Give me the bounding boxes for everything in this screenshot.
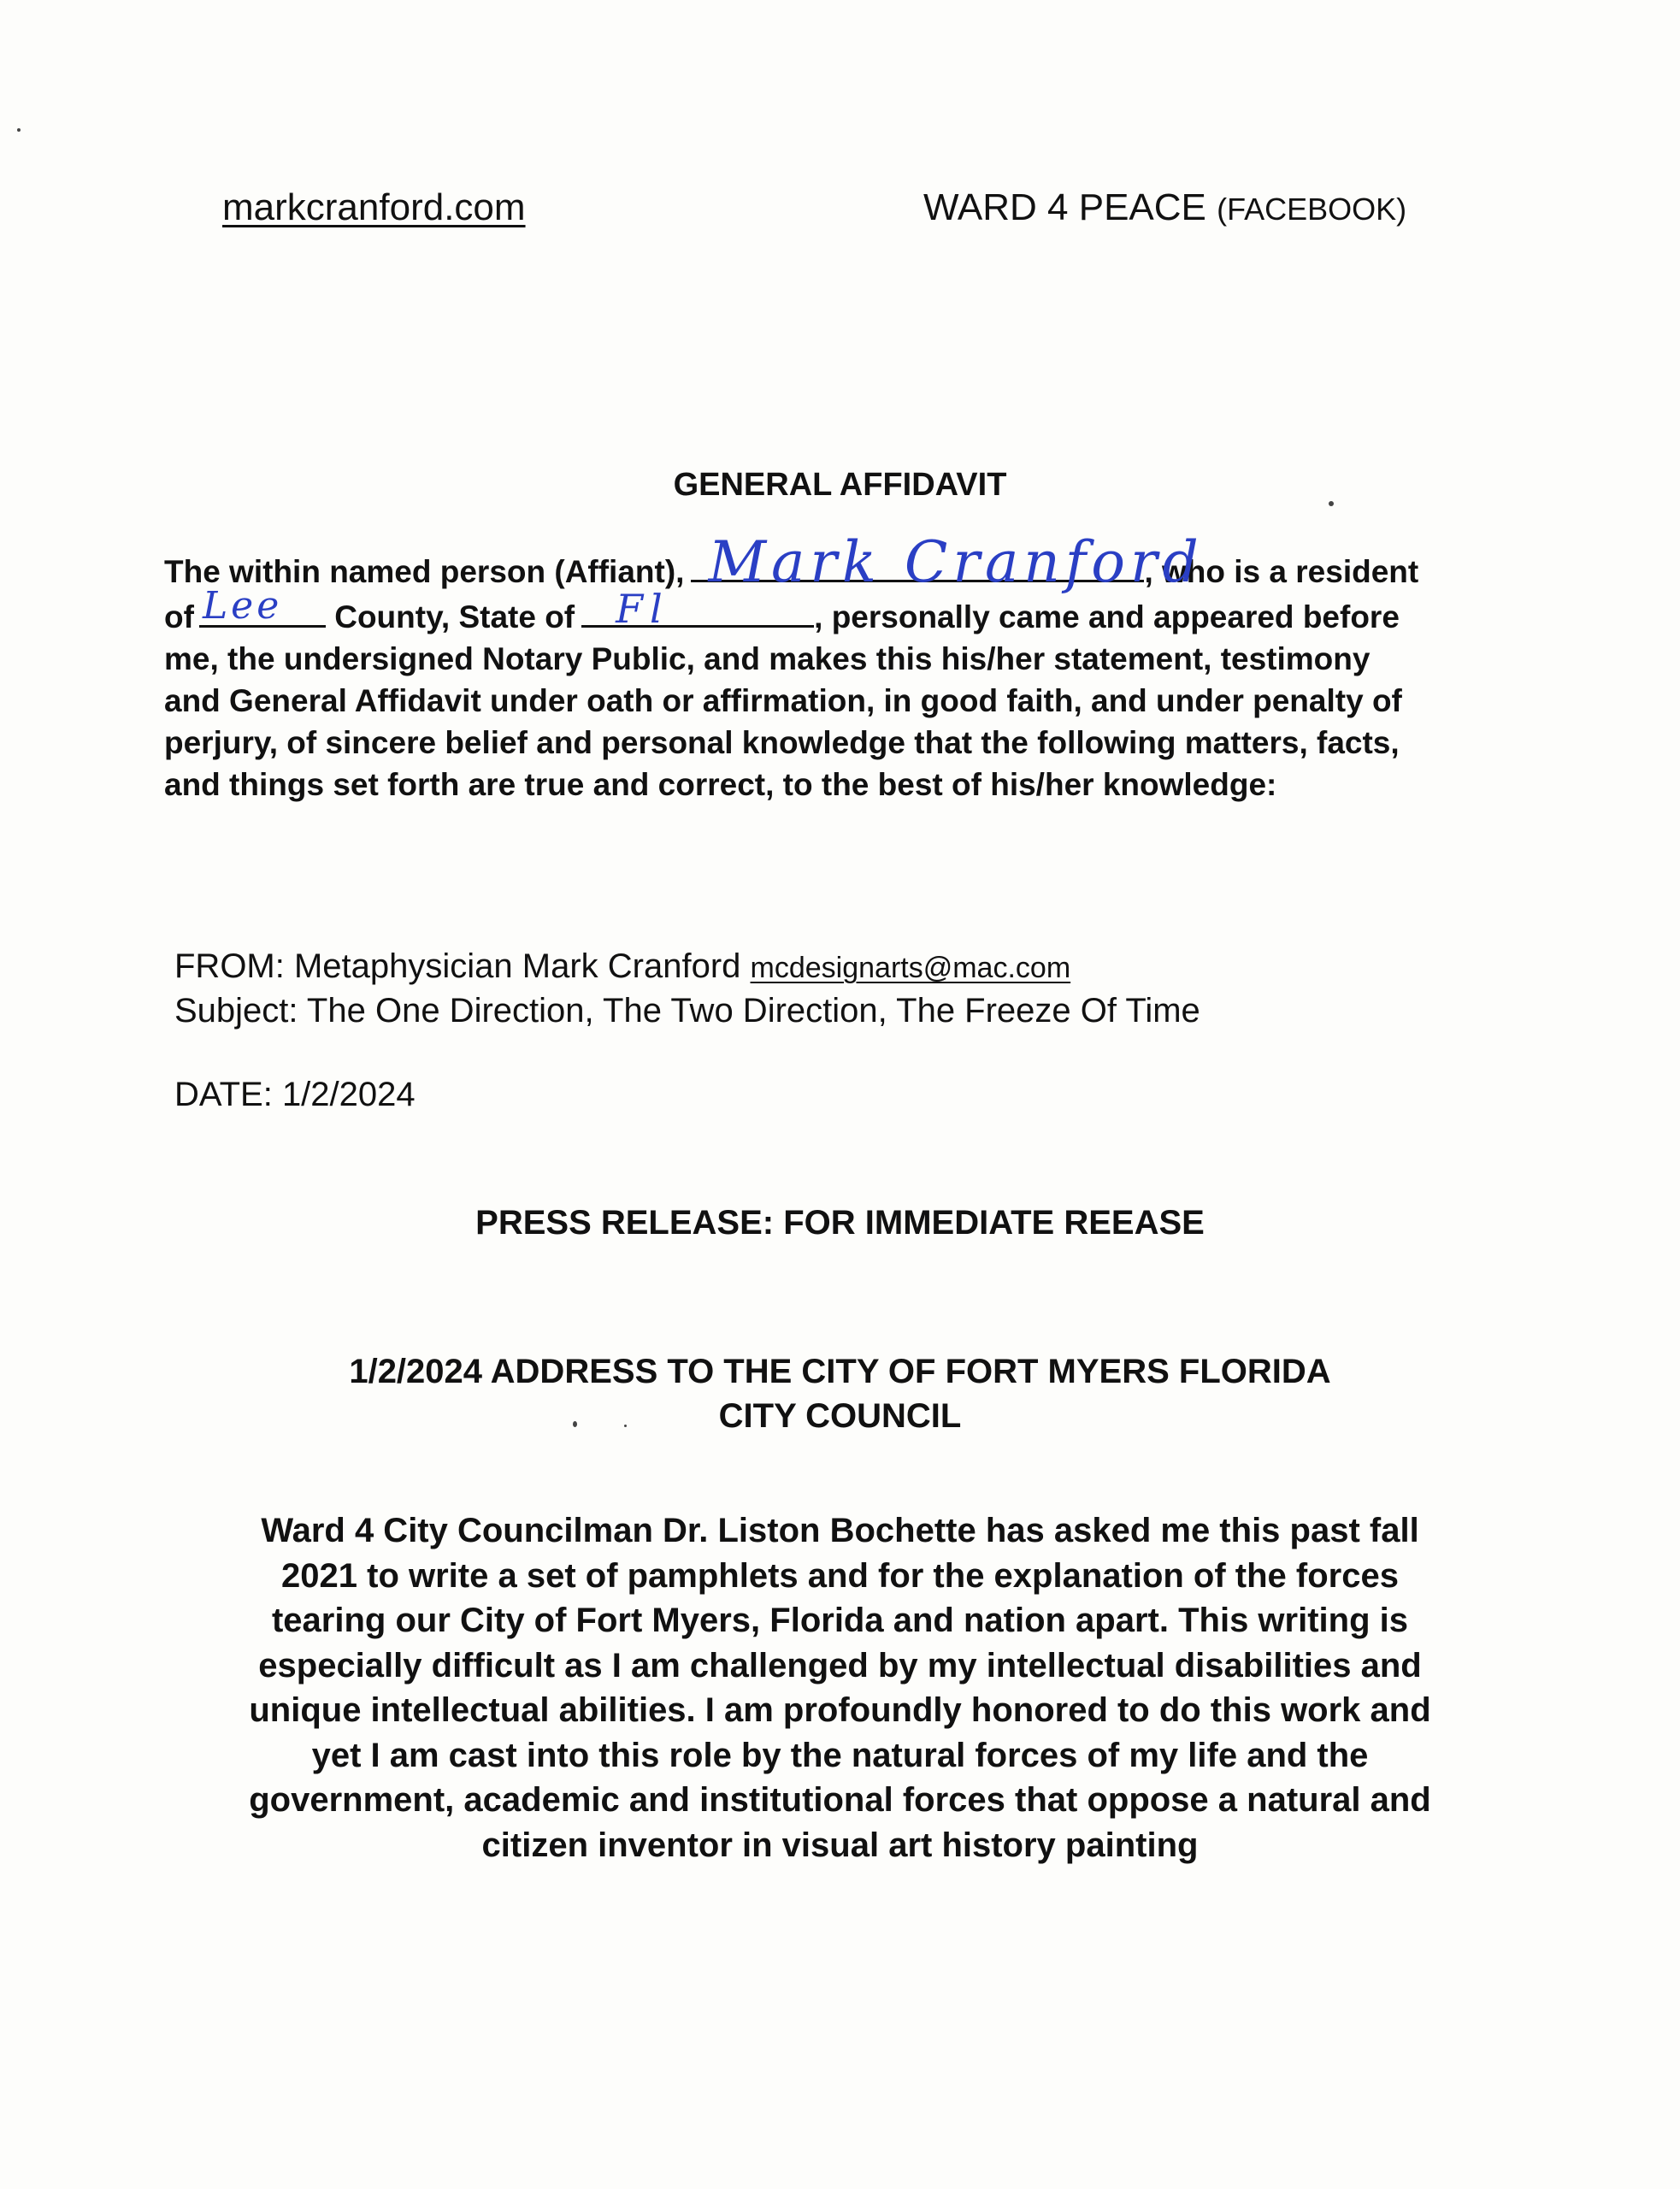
affiant-name-blank <box>691 529 1204 595</box>
body-line: Ward 4 City Councilman Dr. Liston Bochette has asked me this past fall <box>261 1512 1419 1549</box>
from-line <box>174 947 1070 986</box>
affidavit-line-4: and General Affidavit under oath or affirmation, in good faith, and under penalty of <box>164 683 1402 718</box>
county-blank <box>199 584 326 628</box>
affidavit-line-5: perjury, of sincere belief and personal knowledge that the following matters, facts, <box>164 725 1400 760</box>
body-line: government, academic and institutional forces that oppose a natural and <box>249 1781 1431 1819</box>
scan-speck <box>624 1425 627 1427</box>
website-link[interactable]: markcranford.com <box>222 186 526 228</box>
body-line: yet I am cast into this role by the natural forces of my life and the <box>311 1736 1369 1774</box>
ward-name: WARD 4 PEACE <box>923 186 1206 228</box>
affidavit-line-6: and things set forth are true and correct, to the best of his/her knowledge: <box>164 767 1277 802</box>
affidavit-text: County, State of <box>334 599 575 634</box>
press-release-heading: PRESS RELEASE: FOR IMMEDIATE REEASE <box>475 1204 1205 1242</box>
affidavit-text: of <box>164 599 194 634</box>
subject-line: Subject: The One Direction, The Two Direction, The Freeze Of Time <box>174 992 1200 1030</box>
body-line: citizen inventor in visual art history painting <box>481 1826 1199 1864</box>
scan-speck <box>573 1421 577 1427</box>
affidavit-line-3: me, the undersigned Notary Public, and makes this his/her statement, testimony <box>164 641 1371 676</box>
address-heading <box>0 1349 1680 1438</box>
affidavit-text: The within named person (Affiant), <box>164 554 685 589</box>
ward-platform: (FACEBOOK) <box>1217 192 1407 227</box>
affidavit-line-2 <box>164 584 1464 638</box>
body-line: unique intellectual abilities. I am profoundly honored to do this work and <box>249 1691 1431 1729</box>
address-line-2: CITY COUNCIL <box>718 1397 962 1435</box>
affiant-name-handwritten: Mark Cranford <box>708 529 1204 595</box>
state-blank <box>581 586 814 632</box>
scan-speck <box>17 128 21 132</box>
state-handwritten: Fl <box>616 586 669 632</box>
body-line: tearing our City of Fort Myers, Florida and nation apart. This writing is <box>271 1602 1408 1639</box>
from-text: FROM: Metaphysician Mark Cranford <box>174 947 741 985</box>
date-line: DATE: 1/2/2024 <box>174 1076 416 1113</box>
affidavit-line-1 <box>164 529 1464 595</box>
affidavit-body <box>164 529 1464 805</box>
county-handwritten: Lee <box>202 584 283 628</box>
affidavit-text: , who is a resident <box>1144 554 1419 589</box>
ward-label <box>923 186 1406 229</box>
address-line-1: 1/2/2024 ADDRESS TO THE CITY OF FORT MYERS FLORIDA <box>349 1353 1331 1390</box>
affidavit-text: , personally came and appeared before <box>814 599 1400 634</box>
scan-speck <box>1329 501 1334 506</box>
body-line: 2021 to write a set of pamphlets and for the explanation of the forces <box>281 1556 1399 1595</box>
affidavit-title: GENERAL AFFIDAVIT <box>673 467 1007 503</box>
from-email-link[interactable]: mcdesignarts@mac.com <box>750 952 1071 984</box>
press-release-body <box>0 1508 1680 1867</box>
body-line: especially difficult as I am challenged by my intellectual disabilities and <box>258 1646 1422 1685</box>
